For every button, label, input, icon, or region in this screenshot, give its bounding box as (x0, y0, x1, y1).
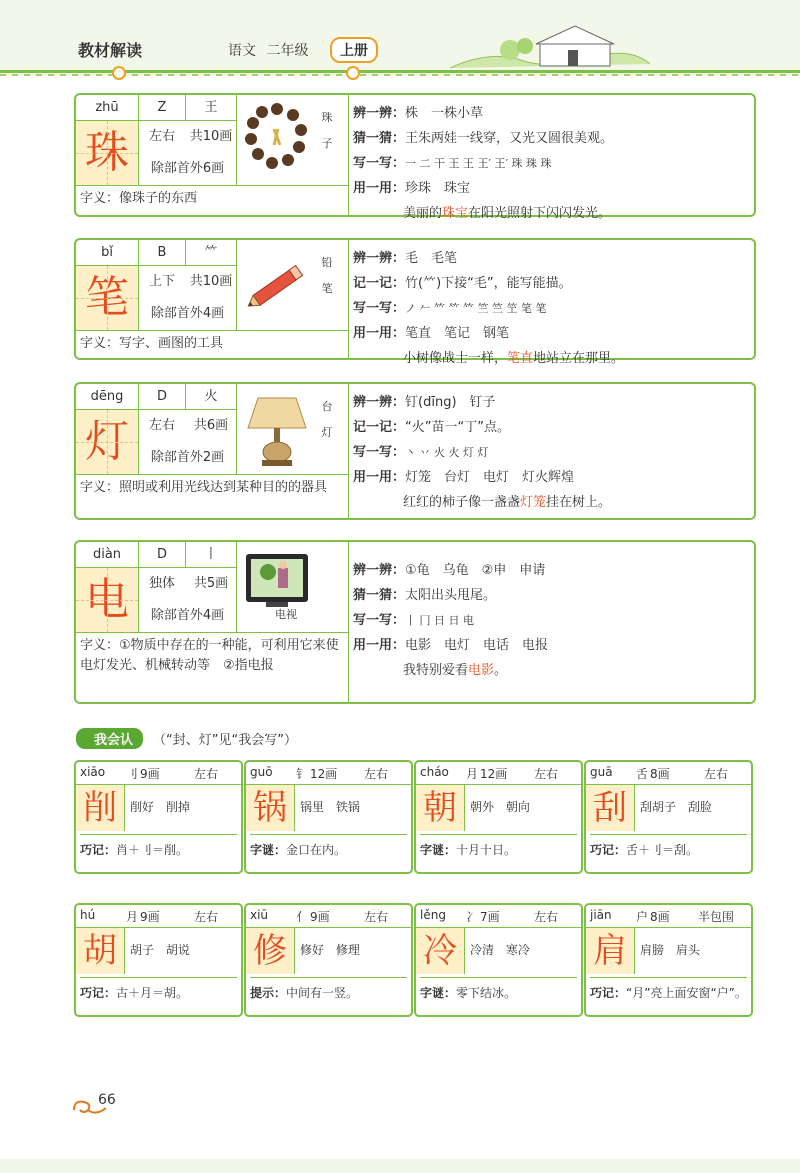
mini-structure: 左右 (364, 910, 389, 924)
mini-strokes: 8画 (650, 767, 670, 781)
mini-card-xiu (244, 903, 413, 1017)
initial-cell: Z (139, 95, 186, 121)
mini-pinyin: guō (250, 765, 273, 779)
mini-radical: 冫 (466, 910, 479, 924)
mini-strokes: 12画 (480, 767, 508, 781)
stroke-order: 丨 冂 日 日 电 (405, 614, 475, 627)
example-sentence: 小树像战士一样，笔直地站立在那里。 (403, 351, 625, 366)
mini-words: 朝外 朝向 (470, 800, 530, 814)
row-label: 用一用： (353, 181, 406, 196)
main-character: 珠 (76, 121, 139, 186)
structure-cell: 左右 (148, 129, 175, 144)
mini-tip: 巧记：舌＋刂＝刮。 (590, 834, 747, 859)
mini-card-leng (414, 903, 583, 1017)
mini-card-gua (584, 760, 753, 874)
image-label: 电视 (275, 608, 297, 621)
character-meaning: 字义：写字、画图的工具 (80, 336, 224, 351)
mini-tip: 字谜：十月十日。 (420, 834, 577, 859)
mini-structure: 左右 (194, 767, 219, 781)
header-circle-marker (346, 66, 360, 80)
mini-words: 锅里 铁锅 (300, 800, 360, 814)
structure-cell: 上下 (148, 274, 175, 289)
pinyin-cell: diàn (76, 542, 139, 568)
row-text: 珍珠 珠宝 (405, 181, 471, 196)
mini-pinyin: guā (590, 765, 613, 779)
row-text: 灯笼 台灯 电灯 灯火辉煌 (405, 470, 575, 485)
row-label: 用一用： (353, 326, 406, 341)
card-left-panel (76, 542, 349, 702)
mini-radical: 刂 (126, 767, 139, 781)
mini-tip: 巧记：“月”亮上面安窗“户”。 (590, 977, 747, 1002)
mini-words: 修好 修理 (300, 943, 360, 957)
pearl-necklace-icon (242, 99, 312, 183)
example-sentence: 我特别爱看电影。 (403, 663, 508, 678)
mini-strokes: 9画 (310, 910, 330, 924)
mini-radical: 户 (636, 910, 649, 924)
mini-pinyin: cháo (420, 765, 449, 779)
row-text: 毛 毛笔 (405, 251, 458, 266)
mini-card-jian (584, 903, 753, 1017)
mini-structure: 左右 (704, 767, 729, 781)
pencil-icon (242, 244, 312, 328)
mini-pinyin: hú (80, 908, 96, 922)
mini-pinyin: xiū (250, 908, 269, 922)
row-label: 记一记： (353, 420, 406, 435)
strokes-other-cell: 除部首外2画 (139, 442, 237, 475)
mini-character: 朝 (416, 785, 465, 831)
initial-cell: D (139, 384, 186, 410)
mini-radical: 月 (466, 767, 479, 781)
bottom-band (0, 1159, 800, 1173)
card-right-panel (353, 101, 748, 226)
row-label: 辨一辨： (353, 251, 406, 266)
header-circle-marker (112, 66, 126, 80)
structure-cell: 左右 (148, 418, 175, 433)
image-label: 台灯 (321, 400, 333, 439)
strokes-cell: 共6画 (186, 410, 237, 442)
character-card-deng (74, 382, 756, 520)
mini-words: 冷清 寒冷 (470, 943, 530, 957)
mini-words: 削好 削掉 (130, 800, 190, 814)
mini-strokes: 8画 (650, 910, 670, 924)
page-number: 66 (98, 1092, 116, 1108)
card-left-panel (76, 95, 349, 215)
character-card-dian (74, 540, 756, 704)
row-text: 钉(dīng) 钉子 (405, 395, 496, 410)
card-left-panel (76, 384, 349, 518)
character-meaning: 字义：①物质中存在的一种能，可利用它来使电灯发光、机械转动等 ②指电报 (80, 638, 339, 673)
mini-radical: 舌 (636, 767, 649, 781)
mini-character: 胡 (76, 928, 125, 974)
mini-radical: 钅 (296, 767, 309, 781)
initial-cell: D (139, 542, 186, 568)
pinyin-cell: dēng (76, 384, 139, 410)
strokes-other-cell: 除部首外4画 (139, 298, 237, 331)
row-text: ①龟 乌龟 ②申 申请 (405, 563, 546, 578)
mini-structure: 左右 (194, 910, 219, 924)
strokes-other-cell: 除部首外6画 (139, 153, 237, 186)
stroke-order: 一 二 干 王 王 王′ 王′ 珠 珠 珠 (405, 157, 552, 170)
mini-character: 修 (246, 928, 295, 974)
radical-cell: ⺮ (186, 240, 237, 266)
row-label: 写一写： (353, 445, 406, 460)
example-sentence: 红红的柿子像一盏盏灯笼挂在树上。 (403, 495, 612, 510)
header-subject: 语文 二年级 (228, 43, 309, 59)
main-character: 电 (76, 568, 139, 633)
image-label: 铅笔 (321, 256, 333, 295)
mini-radical: 月 (126, 910, 139, 924)
pinyin-cell: zhū (76, 95, 139, 121)
stroke-order: 丶 丷 火 火 灯 灯 (405, 446, 489, 459)
mini-radical: 亻 (296, 910, 309, 924)
row-label: 写一写： (353, 301, 406, 316)
mini-words: 刮胡子 刮脸 (640, 800, 712, 814)
section-heading (76, 728, 297, 749)
row-label: 记一记： (353, 276, 406, 291)
row-label: 猜一猜： (353, 131, 406, 146)
mini-strokes: 7画 (480, 910, 500, 924)
mini-tip: 字谜：零下结冰。 (420, 977, 577, 1002)
mini-tip: 巧记：肖＋刂＝削。 (80, 834, 237, 859)
header-title: 教材解读 (78, 41, 143, 60)
row-label: 用一用： (353, 638, 406, 653)
row-text: 太阳出头甩尾。 (405, 588, 497, 603)
card-left-panel (76, 240, 349, 358)
mini-words: 胡子 胡说 (130, 943, 190, 957)
radical-cell: 丨 (186, 542, 237, 568)
radical-cell: 王 (186, 95, 237, 121)
row-label: 写一写： (353, 156, 406, 171)
structure-cell: 独体 (148, 576, 175, 591)
mini-strokes: 12画 (310, 767, 338, 781)
mini-strokes: 9画 (140, 910, 160, 924)
row-text: 笔直 笔记 钢笔 (405, 326, 510, 341)
row-label: 写一写： (353, 613, 406, 628)
card-right-panel (353, 246, 748, 371)
mini-character: 削 (76, 785, 125, 831)
main-character: 灯 (76, 410, 139, 475)
card-right-panel (353, 390, 748, 515)
mini-card-xiao (74, 760, 243, 874)
pinyin-cell: bǐ (76, 240, 139, 266)
main-character: 笔 (76, 266, 139, 331)
mini-structure: 左右 (364, 767, 389, 781)
landscape-illustration-icon (450, 20, 650, 70)
example-sentence: 美丽的珠宝在阳光照射下闪闪发光。 (403, 206, 612, 221)
mini-pinyin: xiāo (80, 765, 106, 779)
image-label: 珠子 (321, 111, 333, 150)
mini-character: 冷 (416, 928, 465, 974)
row-text: 株 一株小草 (405, 106, 484, 121)
mini-tip: 字谜：金口在内。 (250, 834, 407, 859)
row-label: 猜一猜： (353, 588, 406, 603)
radical-cell: 火 (186, 384, 237, 410)
row-label: 辨一辨： (353, 563, 406, 578)
row-text: 竹(⺮)下接“毛”，能写能描。 (405, 276, 572, 291)
mini-tip: 提示：中间有一竖。 (250, 977, 407, 1002)
stroke-order: ノ 𠂉 𥫗 𥫗 𥫗 竺 竺 笁 笔 笔 (405, 302, 547, 315)
mini-pinyin: lěng (420, 908, 446, 922)
character-meaning: 字义：像珠子的东西 (80, 191, 198, 206)
mini-tip: 巧记：古＋月＝胡。 (80, 977, 237, 1002)
section-note: （“封、灯”见“我会写”） (153, 733, 297, 748)
mini-card-hu (74, 903, 243, 1017)
section-label-badge: 我会认 (76, 728, 143, 749)
card-right-panel (353, 558, 748, 683)
row-text: 电影 电灯 电话 电报 (405, 638, 549, 653)
mini-character: 刮 (586, 785, 635, 831)
mini-strokes: 9画 (140, 767, 160, 781)
row-label: 用一用： (353, 470, 406, 485)
desk-lamp-icon (242, 388, 312, 472)
initial-cell: B (139, 240, 186, 266)
row-text: 王朱两娃一线穿，又光又圆很美观。 (405, 131, 614, 146)
header-volume-badge: 上册 (330, 37, 378, 63)
mini-structure: 半包围 (698, 910, 735, 924)
mini-structure: 左右 (534, 910, 559, 924)
strokes-cell: 共5画 (186, 568, 237, 600)
row-label: 辨一辨： (353, 395, 406, 410)
character-meaning: 字义：照明或利用光线达到某种目的的器具 (80, 480, 328, 495)
mini-character: 锅 (246, 785, 295, 831)
strokes-cell: 共10画 (186, 121, 237, 153)
row-text: “火”苗一“丁”点。 (405, 420, 510, 435)
character-card-bi (74, 238, 756, 366)
mini-card-guo (244, 760, 413, 874)
row-label: 辨一辨： (353, 106, 406, 121)
mini-card-chao (414, 760, 583, 874)
mini-structure: 左右 (534, 767, 559, 781)
strokes-cell: 共10画 (186, 266, 237, 298)
strokes-other-cell: 除部首外4画 (139, 600, 237, 633)
mini-pinyin: jiān (590, 908, 612, 922)
character-card-zhu (74, 93, 756, 221)
mini-character: 肩 (586, 928, 635, 974)
mini-words: 肩膀 肩头 (640, 943, 700, 957)
